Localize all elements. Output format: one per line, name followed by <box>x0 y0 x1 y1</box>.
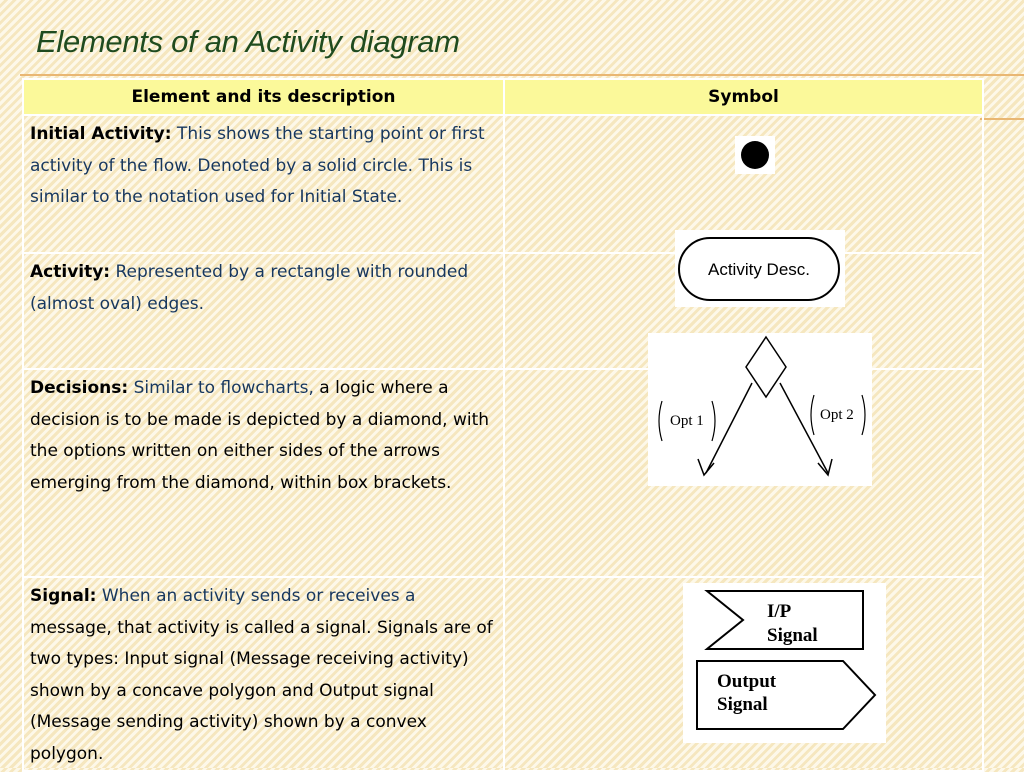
decision-symbol <box>648 333 872 486</box>
row-text-highlight: This shows the starting point or first activity of the flow. Denoted by a solid circle. This is similar to the notation used for Initial State. <box>30 124 485 207</box>
header-description: Element and its description <box>23 79 504 115</box>
output-signal-label-1: Output <box>717 671 777 692</box>
row-text-highlight: Similar to flowcharts, <box>128 378 314 398</box>
input-signal-label-1: I/P <box>767 601 792 622</box>
row-description <box>23 577 504 771</box>
table-header-row <box>23 79 983 115</box>
row-term: Signal: <box>30 586 97 606</box>
title-divider <box>20 74 1024 76</box>
slide-title: Elements of an Activity diagram <box>36 24 460 59</box>
row-term: Initial Activity: <box>30 124 172 144</box>
row-text: a logic where a decision is to be made is depicted by a diamond, with the options written on either sides of the arrows emerging from the diamond, within box brackets. <box>30 378 490 493</box>
output-signal-label-2: Signal <box>717 694 768 715</box>
row-text-highlight: When an activity sends or receives a <box>96 586 416 606</box>
solid-circle-icon <box>735 136 775 174</box>
activity-symbol-label: Activity Desc. <box>707 260 811 279</box>
signal-symbol <box>683 583 886 743</box>
initial-activity-symbol <box>735 136 775 174</box>
row-text: message, that activity is called a signal. Signals are of two types: Input signal (Message receiving activity) shown by a concave polygon and Output signal (Message sending activity) shown by a convex polygon. <box>30 617 493 764</box>
activity-symbol <box>675 230 845 307</box>
decision-option-2: Opt 2 <box>820 407 854 423</box>
header-symbol: Symbol <box>504 79 983 115</box>
row-term: Decisions: <box>30 378 129 398</box>
row-text-highlight: Represented by a rectangle with rounded (almost oval) edges. <box>30 262 469 314</box>
row-description <box>23 115 504 253</box>
decision-option-1: Opt 1 <box>670 413 704 429</box>
row-description <box>23 369 504 577</box>
input-signal-label-2: Signal <box>767 625 818 646</box>
row-description <box>23 253 504 369</box>
side-divider <box>980 118 1024 120</box>
row-term: Activity: <box>30 262 111 282</box>
diamond-icon <box>746 337 786 397</box>
